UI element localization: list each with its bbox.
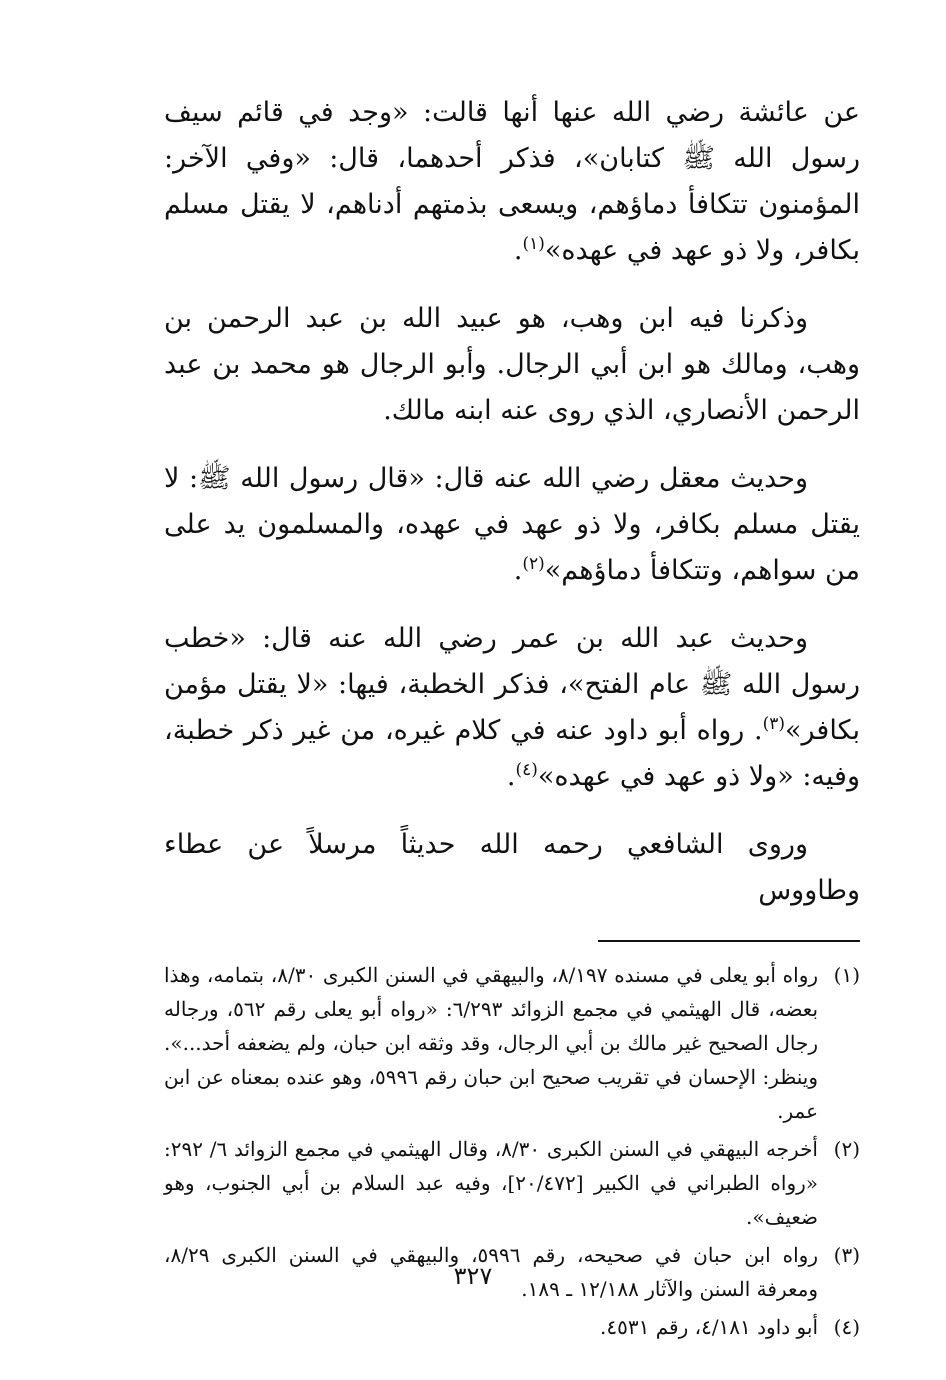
paragraph-1 — [164, 90, 860, 274]
paragraph-5 — [164, 822, 860, 914]
paragraph-3-end: . — [513, 555, 523, 586]
paragraph-1-text: عن عائشة رضي الله عنها أنها قالت: «وجد في قائم سيف رسول الله ﷺ كتابان»، فذكر أحدهما، قال: «وفي الآخر: المؤمنون تتكافأ دماؤهم، ويسعى بذمتهم أدناهم، لا يقتل مسلم بكافر، ولا ذو عهد في عهده» — [164, 97, 860, 266]
footnote-ref-3[interactable]: (٣) — [762, 714, 786, 734]
paragraph-3-text: وحديث معقل رضي الله عنه قال: «قال رسول الله ﷺ: لا يقتل مسلم بكافر، ولا ذو عهد في عهده، والمسلمون يد على من سواهم، وتتكافأ دماؤهم» — [164, 463, 860, 586]
footnote-number: (٢) — [833, 1137, 860, 1161]
paragraph-1-end: . — [513, 235, 523, 266]
footnote-number: (٤) — [833, 1315, 860, 1339]
footnote-2 — [164, 1132, 860, 1234]
paragraph-3 — [164, 456, 860, 594]
footnote-1 — [164, 958, 860, 1128]
footnote-divider-wrap — [164, 914, 860, 958]
footnote-ref-4[interactable]: (٤) — [515, 760, 538, 780]
paragraph-4-text-a: وحديث عبد الله بن عمر رضي الله عنه قال: «خطب رسول الله ﷺ عام الفتح»، فذكر الخطبة، فيها: «لا يقتل مؤمن بكافر» — [164, 623, 860, 746]
paragraph-4 — [164, 616, 860, 800]
paragraph-4-text-b: . رواه أبو داود عنه في كلام غيره، من غير ذكر خطبة، وفيه: «ولا ذو عهد في عهده» — [164, 715, 860, 792]
main-text — [164, 90, 860, 914]
footnote-divider — [598, 940, 860, 942]
paragraph-2-text: وذكرنا فيه ابن وهب، هو عبيد الله بن عبد الرحمن بن وهب، ومالك هو ابن أبي الرجال. وأبو الرجال هو محمد بن عبد الرحمن الأنصاري، الذي روى عنه ابنه مالك. — [164, 303, 860, 426]
footnote-4 — [164, 1310, 860, 1344]
footnote-ref-1[interactable]: (١) — [522, 234, 545, 254]
footnote-text: أخرجه البيهقي في السنن الكبرى ٨/٣٠، وقال الهيثمي في مجمع الزوائد ٦/ ٢٩٢: «رواه الطبراني في الكبير [٢٠/٤٧٢]، وفيه عبد السلام بن أبي الجنوب، وهو ضعيف». — [164, 1137, 818, 1229]
paragraph-5-text: وروى الشافعي رحمه الله حديثاً مرسلاً عن عطاء وطاووس — [164, 829, 860, 906]
page-number: ٣٢٧ — [453, 1262, 493, 1290]
footnote-number: (٣) — [833, 1243, 860, 1267]
footnote-number: (١) — [833, 963, 860, 987]
paragraph-2 — [164, 296, 860, 434]
footnote-ref-2[interactable]: (٢) — [522, 554, 545, 574]
paragraph-4-end: . — [506, 761, 516, 792]
footnote-text: رواه ابن حبان في صحيحه، رقم ٥٩٩٦، والبيهقي في السنن الكبرى ٨/٢٩، ومعرفة السنن والآثار ١٢/١٨٨ ـ ١٨٩. — [164, 1243, 818, 1301]
footnote-text: رواه أبو يعلى في مسنده ٨/١٩٧، والبيهقي في السنن الكبرى ٨/٣٠، بتمامه، وهذا بعضه، قال الهيثمي في مجمع الزوائد ٦/٢٩٣: «رواه أبو يعلى رقم ٥٦٢، ورجاله رجال الصحيح غير مالك بن أبي الرجال، وقد وثقه ابن حبان، ولم يضعفه أحد...». وينظر: الإحسان في تقريب صحيح ابن حبان رقم ٥٩٩٦، وهو عنده بمعناه عن ابن عمر. — [164, 963, 819, 1123]
footnote-text: أبو داود ٤/١٨١، رقم ٤٥٣١. — [600, 1315, 818, 1339]
